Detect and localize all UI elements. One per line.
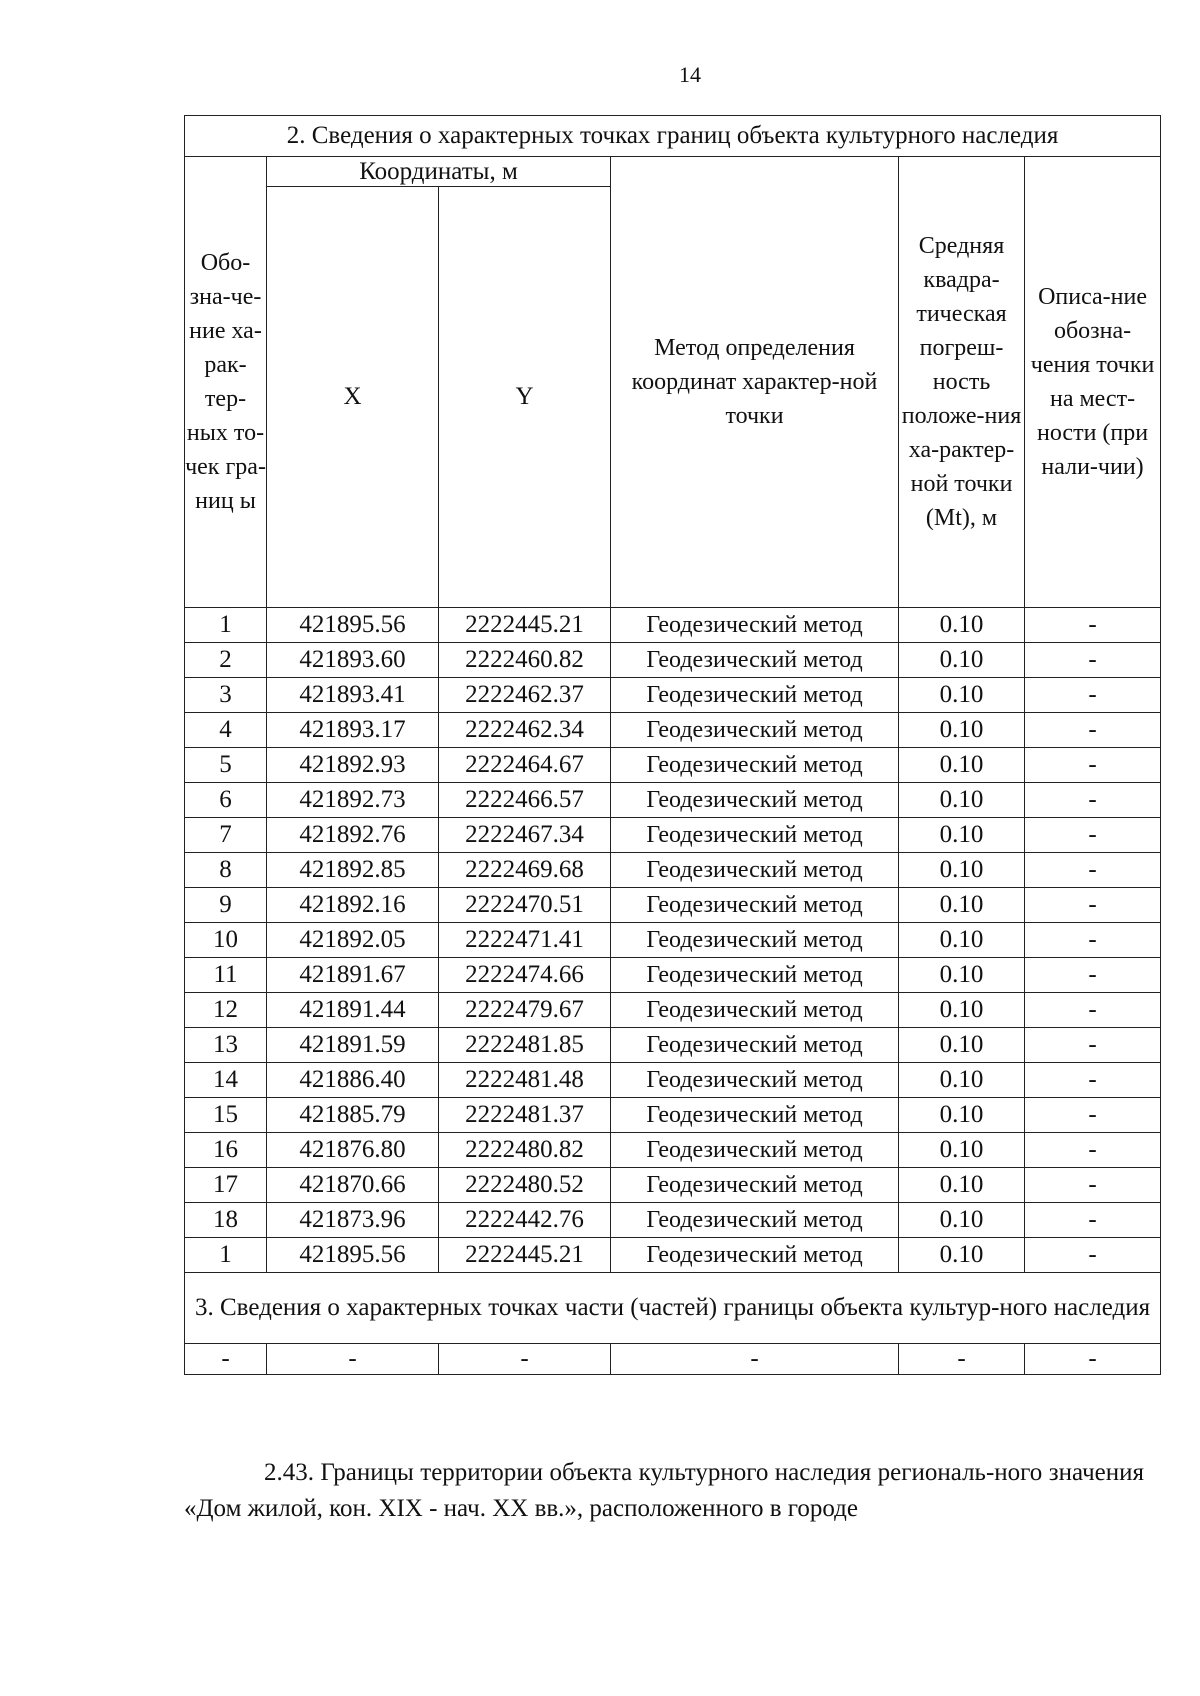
cell-mt: 0.10 xyxy=(899,818,1025,853)
cell-mt: 0.10 xyxy=(899,713,1025,748)
cell-description: - xyxy=(1025,888,1161,923)
table-row xyxy=(185,608,1161,643)
cell-mt: 0.10 xyxy=(899,783,1025,818)
cell-point-number: 9 xyxy=(185,888,267,923)
header-coordinates: Координаты, м xyxy=(267,157,611,187)
header-y: Y xyxy=(439,187,611,608)
cell-y: 2222481.48 xyxy=(439,1063,611,1098)
cell-y: 2222480.52 xyxy=(439,1168,611,1203)
table-row xyxy=(185,888,1161,923)
cell-mt: 0.10 xyxy=(899,1238,1025,1273)
empty-cell: - xyxy=(267,1344,439,1375)
header-x: X xyxy=(267,187,439,608)
cell-x: 421893.17 xyxy=(267,713,439,748)
cell-x: 421892.16 xyxy=(267,888,439,923)
cell-method: Геодезический метод xyxy=(611,1238,899,1273)
cell-point-number: 13 xyxy=(185,1028,267,1063)
cell-y: 2222474.66 xyxy=(439,958,611,993)
table-row xyxy=(185,923,1161,958)
cell-description: - xyxy=(1025,748,1161,783)
cell-description: - xyxy=(1025,958,1161,993)
table-row xyxy=(185,1203,1161,1238)
cell-mt: 0.10 xyxy=(899,1203,1025,1238)
cell-x: 421892.05 xyxy=(267,923,439,958)
cell-x: 421891.44 xyxy=(267,993,439,1028)
table-row xyxy=(185,1063,1161,1098)
cell-point-number: 18 xyxy=(185,1203,267,1238)
cell-point-number: 5 xyxy=(185,748,267,783)
cell-point-number: 15 xyxy=(185,1098,267,1133)
cell-mt: 0.10 xyxy=(899,1098,1025,1133)
cell-description: - xyxy=(1025,993,1161,1028)
cell-point-number: 2 xyxy=(185,643,267,678)
cell-description: - xyxy=(1025,1098,1161,1133)
cell-mt: 0.10 xyxy=(899,923,1025,958)
cell-x: 421885.79 xyxy=(267,1098,439,1133)
cell-description: - xyxy=(1025,643,1161,678)
cell-method: Геодезический метод xyxy=(611,1028,899,1063)
cell-y: 2222442.76 xyxy=(439,1203,611,1238)
section-3-title: 3. Сведения о характерных точках части (частей) границы объекта культур-ного наследия xyxy=(185,1273,1161,1344)
cell-point-number: 8 xyxy=(185,853,267,888)
cell-description: - xyxy=(1025,818,1161,853)
cell-mt: 0.10 xyxy=(899,853,1025,888)
cell-description: - xyxy=(1025,783,1161,818)
cell-y: 2222479.67 xyxy=(439,993,611,1028)
table-row xyxy=(185,678,1161,713)
cell-description: - xyxy=(1025,713,1161,748)
cell-x: 421892.85 xyxy=(267,853,439,888)
empty-cell: - xyxy=(1025,1344,1161,1375)
cell-x: 421892.73 xyxy=(267,783,439,818)
table-row xyxy=(185,748,1161,783)
cell-x: 421892.93 xyxy=(267,748,439,783)
boundary-points-table xyxy=(184,115,1161,1375)
page-number: 14 xyxy=(679,62,701,87)
cell-y: 2222480.82 xyxy=(439,1133,611,1168)
cell-mt: 0.10 xyxy=(899,1133,1025,1168)
cell-point-number: 12 xyxy=(185,993,267,1028)
cell-y: 2222481.85 xyxy=(439,1028,611,1063)
cell-point-number: 16 xyxy=(185,1133,267,1168)
cell-y: 2222445.21 xyxy=(439,1238,611,1273)
cell-x: 421873.96 xyxy=(267,1203,439,1238)
cell-y: 2222445.21 xyxy=(439,608,611,643)
cell-x: 421895.56 xyxy=(267,608,439,643)
cell-x: 421891.59 xyxy=(267,1028,439,1063)
cell-mt: 0.10 xyxy=(899,678,1025,713)
empty-cell: - xyxy=(439,1344,611,1375)
cell-method: Геодезический метод xyxy=(611,713,899,748)
header-accuracy: Средняя квадра-тическая погреш-ность положе-ния ха-рактер-ной точки (Mt), м xyxy=(899,157,1025,608)
cell-description: - xyxy=(1025,853,1161,888)
cell-method: Геодезический метод xyxy=(611,678,899,713)
cell-y: 2222467.34 xyxy=(439,818,611,853)
cell-method: Геодезический метод xyxy=(611,993,899,1028)
table-row xyxy=(185,643,1161,678)
cell-mt: 0.10 xyxy=(899,643,1025,678)
cell-method: Геодезический метод xyxy=(611,643,899,678)
cell-mt: 0.10 xyxy=(899,993,1025,1028)
table-row xyxy=(185,853,1161,888)
cell-description: - xyxy=(1025,1028,1161,1063)
header-description: Описа-ние обозна-чения точки на мест-ности (при нали-чии) xyxy=(1025,157,1161,608)
paragraph-2-43 xyxy=(184,1455,1144,1527)
table-row xyxy=(185,958,1161,993)
cell-y: 2222469.68 xyxy=(439,853,611,888)
cell-y: 2222460.82 xyxy=(439,643,611,678)
cell-point-number: 3 xyxy=(185,678,267,713)
paragraph-text: 2.43. Границы территории объекта культурного наследия региональ-ного значения «Дом жилой, кон. XIX - нач. XX вв.», расположенного в городе xyxy=(184,1459,1144,1522)
cell-point-number: 4 xyxy=(185,713,267,748)
cell-y: 2222470.51 xyxy=(439,888,611,923)
cell-point-number: 1 xyxy=(185,1238,267,1273)
cell-point-number: 7 xyxy=(185,818,267,853)
cell-mt: 0.10 xyxy=(899,1063,1025,1098)
cell-description: - xyxy=(1025,608,1161,643)
cell-method: Геодезический метод xyxy=(611,888,899,923)
cell-method: Геодезический метод xyxy=(611,1168,899,1203)
table-row xyxy=(185,713,1161,748)
cell-x: 421892.76 xyxy=(267,818,439,853)
cell-point-number: 11 xyxy=(185,958,267,993)
empty-cell: - xyxy=(611,1344,899,1375)
cell-x: 421886.40 xyxy=(267,1063,439,1098)
cell-description: - xyxy=(1025,1063,1161,1098)
cell-method: Геодезический метод xyxy=(611,818,899,853)
cell-point-number: 1 xyxy=(185,608,267,643)
cell-y: 2222462.34 xyxy=(439,713,611,748)
cell-mt: 0.10 xyxy=(899,748,1025,783)
cell-method: Геодезический метод xyxy=(611,923,899,958)
section-2-title: 2. Сведения о характерных точках границ объекта культурного наследия xyxy=(185,116,1161,157)
cell-y: 2222471.41 xyxy=(439,923,611,958)
cell-description: - xyxy=(1025,1133,1161,1168)
header-designation: Обо-зна-че-ние ха-рак-тер-ных то-чек гра-ниц ы xyxy=(185,157,267,608)
cell-method: Геодезический метод xyxy=(611,1133,899,1168)
cell-description: - xyxy=(1025,678,1161,713)
cell-mt: 0.10 xyxy=(899,1168,1025,1203)
cell-method: Геодезический метод xyxy=(611,608,899,643)
cell-method: Геодезический метод xyxy=(611,748,899,783)
cell-point-number: 6 xyxy=(185,783,267,818)
cell-y: 2222464.67 xyxy=(439,748,611,783)
table-row xyxy=(185,993,1161,1028)
cell-y: 2222481.37 xyxy=(439,1098,611,1133)
table-row xyxy=(185,1344,1161,1375)
cell-mt: 0.10 xyxy=(899,958,1025,993)
cell-x: 421893.60 xyxy=(267,643,439,678)
table-row xyxy=(185,1168,1161,1203)
cell-method: Геодезический метод xyxy=(611,1098,899,1133)
cell-description: - xyxy=(1025,923,1161,958)
empty-cell: - xyxy=(185,1344,267,1375)
cell-mt: 0.10 xyxy=(899,1028,1025,1063)
cell-point-number: 17 xyxy=(185,1168,267,1203)
cell-method: Геодезический метод xyxy=(611,958,899,993)
cell-x: 421893.41 xyxy=(267,678,439,713)
cell-mt: 0.10 xyxy=(899,888,1025,923)
cell-y: 2222462.37 xyxy=(439,678,611,713)
table-row xyxy=(185,1238,1161,1273)
table-row xyxy=(185,1133,1161,1168)
cell-description: - xyxy=(1025,1203,1161,1238)
cell-description: - xyxy=(1025,1238,1161,1273)
table-row xyxy=(185,1028,1161,1063)
cell-x: 421876.80 xyxy=(267,1133,439,1168)
cell-method: Геодезический метод xyxy=(611,853,899,888)
cell-method: Геодезический метод xyxy=(611,1203,899,1238)
table-row xyxy=(185,818,1161,853)
table-row xyxy=(185,783,1161,818)
cell-description: - xyxy=(1025,1168,1161,1203)
cell-method: Геодезический метод xyxy=(611,1063,899,1098)
header-method: Метод определения координат характер-ной точки xyxy=(611,157,899,608)
cell-point-number: 10 xyxy=(185,923,267,958)
cell-point-number: 14 xyxy=(185,1063,267,1098)
cell-method: Геодезический метод xyxy=(611,783,899,818)
cell-x: 421870.66 xyxy=(267,1168,439,1203)
cell-x: 421895.56 xyxy=(267,1238,439,1273)
table-row xyxy=(185,1098,1161,1133)
empty-cell: - xyxy=(899,1344,1025,1375)
cell-x: 421891.67 xyxy=(267,958,439,993)
cell-y: 2222466.57 xyxy=(439,783,611,818)
cell-mt: 0.10 xyxy=(899,608,1025,643)
